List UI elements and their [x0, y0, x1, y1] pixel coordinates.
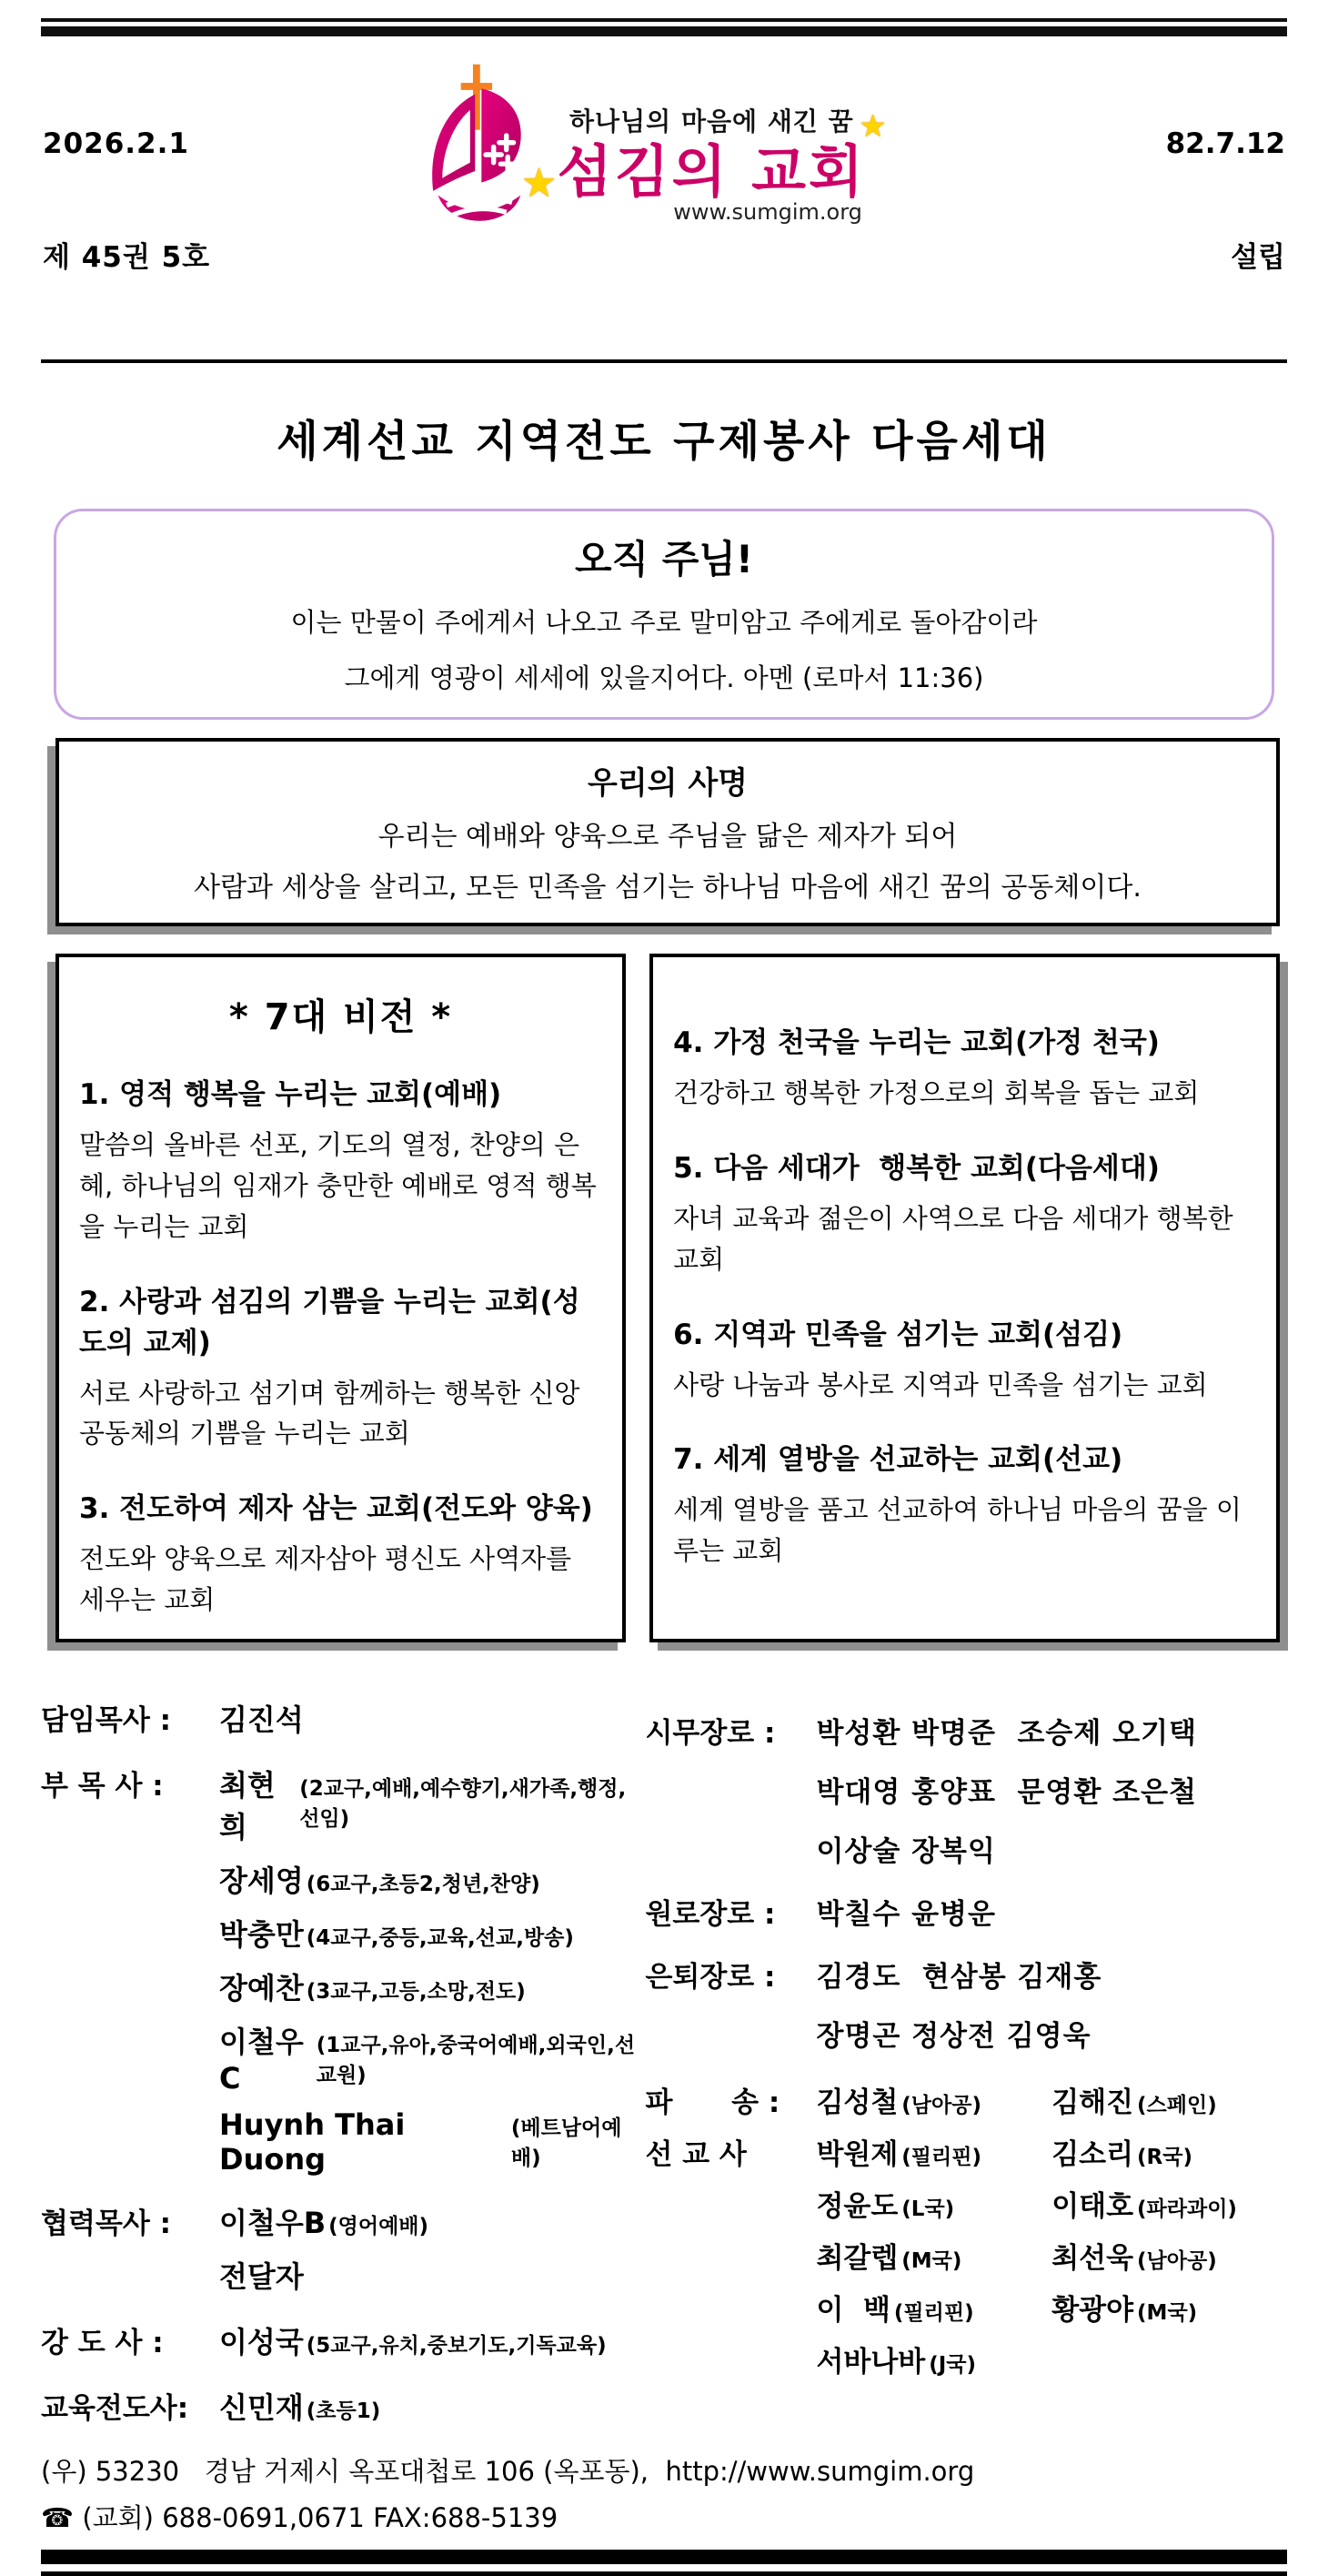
vision-item-heading: 1. 영적 행복을 누리는 교회(예배) — [79, 1077, 502, 1111]
elder-names: 박대영 홍양표 문영환 조은철 — [816, 1776, 1197, 1810]
church-logo — [401, 49, 890, 247]
vision-item-heading: 5. 다음 세대가 행복한 교회(다음세대) — [673, 1151, 1160, 1185]
pastor-name: 이성국 — [219, 2325, 304, 2360]
pastor-row — [41, 2385, 645, 2427]
verse-line-2: 그에게 영광이 세세에 있을지어다. 아멘 (로마서 11:36) — [344, 662, 984, 693]
pastor-role-label: 교육전도사: — [41, 2392, 198, 2426]
vision-items-right — [673, 1019, 1256, 1572]
pastor-role-label: 담임목사 : — [41, 1704, 181, 1738]
pastor-row — [41, 2200, 645, 2242]
pastor-row — [41, 1965, 645, 2007]
pastor-name: 최현희 — [219, 1768, 276, 1845]
bottom-rule-thick — [41, 2550, 1287, 2564]
masthead — [41, 36, 1287, 359]
missionary-col-1 — [816, 2131, 1051, 2172]
header-divider — [41, 359, 1287, 363]
vision-title: * 7대 비전 * — [228, 995, 453, 1038]
pastor-name: 전달자 — [219, 2259, 304, 2295]
pastor-row — [41, 1912, 645, 1954]
pastor-duties: (3교구,고등,소망,전도) — [306, 1980, 526, 2005]
missionary-country: (파라과이) — [1137, 2197, 1237, 2222]
missionary-name: 박원제 — [816, 2138, 899, 2172]
church-name-text: 섬김의 교회 — [557, 138, 866, 205]
vision-item-body: 말씀의 올바른 선포, 기도의 열정, 찬양의 은혜, 하나님의 임재가 충만한 예배로 영적 행복을 누리는 교회 — [79, 1128, 597, 1242]
missionary-name: 김소리 — [1051, 2138, 1134, 2172]
missionary-country: (M국) — [901, 2249, 962, 2274]
missionary-country: (필리핀) — [893, 2301, 974, 2326]
missionary-col-2 — [1051, 2235, 1287, 2276]
elder-missionary-lists — [645, 1673, 1287, 2439]
ministry-title: 세계선교 지역전도 구제봉사 다음세대 — [277, 417, 1051, 468]
pastor-duties: (1교구,유아,중국어예배,외국인,선교원) — [316, 2034, 636, 2088]
verse-line-1: 이는 만물이 주에게서 나오고 주로 말미암고 주에게로 돌아감이라 — [290, 606, 1038, 638]
footer — [41, 2451, 1287, 2535]
vision-item-heading: 4. 가정 천국을 누리는 교회(가정 천국) — [673, 1025, 1160, 1059]
elder-names: 박성환 박명준 조승제 오기택 — [816, 1717, 1197, 1751]
founded-date: 82.7.12 — [1165, 126, 1285, 160]
missionary-row — [645, 2235, 1287, 2276]
elder-names: 장명곤 정상전 김영욱 — [816, 2020, 1092, 2054]
pastor-role-label: 강 도 사 : — [41, 2327, 174, 2360]
pastor-role-label: 협력목사 : — [41, 2207, 181, 2241]
elder-list — [645, 1710, 1287, 2054]
founded-info — [1166, 49, 1285, 354]
pastor-name: 신민재 — [219, 2390, 304, 2426]
verse-title: 오직 주님! — [574, 536, 754, 581]
pastor-row — [41, 1763, 645, 1846]
vision-item-heading: 6. 지역과 민족을 섬기는 교회(섬김) — [673, 1318, 1123, 1351]
missionary-col-1 — [816, 2339, 1051, 2379]
missionary-list — [645, 2079, 1287, 2379]
pastor-name: 장세영 — [219, 1864, 304, 1899]
mission-box — [55, 738, 1280, 926]
missionary-col-2 — [1051, 2287, 1287, 2328]
mission-line-2: 사람과 세상을 살리고, 모든 민족을 섬기는 하나님 마음에 새긴 꿈의 공동체이다. — [194, 871, 1142, 904]
vision-box-left — [55, 954, 626, 1643]
missionary-country: (L국) — [901, 2197, 955, 2222]
pastor-name: 장예찬 — [219, 1971, 304, 2006]
elder-role-label: 원로장로 : — [645, 1898, 786, 1932]
elder-row — [645, 1769, 1287, 1810]
pastor-duties: (영어예배) — [328, 2215, 429, 2239]
missionary-name: 황광야 — [1051, 2294, 1134, 2328]
vision-items-left — [79, 1071, 602, 1621]
founded-label: 설립 — [1231, 241, 1285, 275]
elder-row — [645, 1954, 1287, 1995]
vision-item-heading: 2. 사랑과 섬김의 기쁨을 누리는 교회(성도의 교제) — [79, 1285, 580, 1359]
vision-item-body: 세계 열방을 품고 선교하여 하나님 마음의 꿈을 이루는 교회 — [673, 1494, 1242, 1567]
missionary-col-1 — [816, 2287, 1051, 2328]
elder-row — [645, 2013, 1287, 2054]
pastor-list — [41, 1673, 645, 2439]
missionary-role-label: 파 송 : — [645, 2086, 790, 2120]
missionary-name: 김해진 — [1051, 2086, 1134, 2120]
vision-item-body: 전도와 양육으로 제자삼아 평신도 사역자를 세우는 교회 — [79, 1543, 572, 1616]
pastor-duties: (2교구,예배,예수향기,새가족,행정,선임) — [299, 1777, 627, 1832]
missionary-col-2 — [1051, 2183, 1287, 2224]
pastor-duties: (5교구,유치,중보기도,기독교육) — [306, 2334, 607, 2359]
vision-item — [79, 1071, 602, 1248]
missionary-col-1 — [816, 2183, 1051, 2224]
vision-item — [673, 1019, 1256, 1114]
missionary-row — [645, 2339, 1287, 2379]
elder-role-label: 시무장로 : — [645, 1717, 786, 1751]
missionary-country: (필리핀) — [901, 2146, 981, 2170]
star-icon: ★ — [859, 108, 890, 145]
missionary-name: 이 백 — [816, 2294, 890, 2328]
pastor-row — [41, 2107, 645, 2177]
issue-date: 2026.2.1 — [43, 126, 189, 160]
vision-item-body: 사랑 나눔과 봉사로 지역과 민족을 섬기는 교회 — [673, 1369, 1208, 1400]
pastor-duties: (6교구,초등2,청년,찬양) — [306, 1873, 540, 1897]
vision-item-heading: 3. 전도하여 제자 삼는 교회(전도와 양육) — [79, 1492, 593, 1526]
missionary-col-2 — [1051, 2079, 1287, 2120]
missionary-country: (R국) — [1137, 2146, 1192, 2170]
vision-item — [79, 1278, 602, 1455]
logo-tagline: 하나님의 마음에 새긴 꿈 — [569, 106, 854, 136]
missionary-country: (남아공) — [1137, 2249, 1217, 2274]
pastor-row — [41, 1697, 645, 1739]
mission-line-1: 우리는 예배와 양육으로 주님을 닮은 제자가 되어 — [377, 820, 958, 853]
logo-text-block — [520, 102, 890, 226]
church-website: www.sumgim.org — [673, 199, 862, 226]
elder-names: 이상술 장복익 — [816, 1835, 996, 1869]
pastor-name: 박충만 — [219, 1917, 304, 1953]
vision-item-heading: 7. 세계 열방을 선교하는 교회(선교) — [673, 1443, 1123, 1477]
church-address: (우) 53230 경남 거제시 옥포대첩로 106 (옥포동), http://www.sumgim.org — [41, 2456, 975, 2488]
missionary-col-1 — [816, 2235, 1051, 2276]
pastor-role-label: 부 목 사 : — [41, 1770, 174, 1803]
mission-title: 우리의 사명 — [587, 764, 749, 802]
missionary-row — [645, 2079, 1287, 2120]
issue-info — [43, 49, 210, 354]
pastor-row — [41, 1858, 645, 1900]
church-boat-logo-icon — [401, 49, 558, 247]
top-rule-thick — [41, 26, 1287, 36]
pastor-row — [41, 2254, 645, 2296]
missionary-role-label: 선 교 사 — [645, 2138, 747, 2172]
vision-item-body: 건강하고 행복한 가정으로의 회복을 돕는 교회 — [673, 1076, 1200, 1108]
star-icon: ★ — [520, 159, 560, 207]
church-phone: ☎ (교회) 688-0691,0671 FAX:688-5139 — [41, 2502, 558, 2534]
missionary-name: 김성철 — [816, 2086, 899, 2120]
elder-names: 김경도 현삼봉 김재홍 — [816, 1961, 1102, 1995]
missionary-country: (남아공) — [901, 2094, 981, 2118]
staff-section — [41, 1673, 1287, 2439]
pastor-row — [41, 2319, 645, 2361]
top-rule-thin — [41, 18, 1287, 22]
missionary-col-2 — [1051, 2131, 1287, 2172]
pastor-name: 김진석 — [219, 1702, 304, 1738]
missionary-row — [645, 2183, 1287, 2224]
issue-number: 제 45권 5호 — [43, 241, 211, 275]
pastor-duties: (베트남어예배) — [510, 2116, 622, 2171]
missionary-country: (스페인) — [1137, 2094, 1217, 2118]
missionary-name: 정윤도 — [816, 2190, 899, 2224]
missionary-name: 최갈렙 — [816, 2242, 899, 2276]
elder-row — [645, 1828, 1287, 1869]
missionary-name: 이태호 — [1051, 2190, 1134, 2224]
vision-item-body: 자녀 교육과 젊은이 사역으로 다음 세대가 행복한 교회 — [673, 1202, 1233, 1275]
vision-item — [673, 1145, 1256, 1280]
missionary-country: (J국) — [929, 2353, 977, 2378]
pastor-row — [41, 2019, 645, 2096]
elder-row — [645, 1710, 1287, 1751]
missionary-row — [645, 2131, 1287, 2172]
vision-box-right — [649, 954, 1280, 1643]
missionary-name: 최선욱 — [1051, 2242, 1134, 2276]
pastor-name: 이철우C — [219, 2025, 304, 2096]
pastor-duties: (4교구,중등,교육,선교,방송) — [306, 1926, 574, 1951]
missionary-name: 서바나바 — [816, 2346, 926, 2379]
vision-section — [55, 954, 1280, 1643]
pastor-name: 이철우B — [219, 2206, 327, 2241]
pastor-name: Huynh Thai Duong — [219, 2107, 416, 2177]
elder-row — [645, 1891, 1287, 1932]
bottom-rule-thin — [41, 2571, 1287, 2576]
missionary-country: (M국) — [1137, 2301, 1198, 2326]
missionary-row — [645, 2287, 1287, 2328]
missionary-col-1 — [816, 2079, 1051, 2120]
verse-box — [54, 509, 1274, 720]
elder-role-label: 은퇴장로 : — [645, 1961, 786, 1995]
elder-names: 박칠수 윤병운 — [816, 1898, 996, 1932]
vision-item — [673, 1436, 1256, 1571]
vision-item — [673, 1311, 1256, 1406]
vision-item-body: 서로 사랑하고 섬기며 함께하는 행복한 신앙공동체의 기쁨을 누리는 교회 — [79, 1377, 580, 1450]
pastor-duties: (초등1) — [306, 2399, 381, 2424]
vision-item — [79, 1485, 602, 1621]
